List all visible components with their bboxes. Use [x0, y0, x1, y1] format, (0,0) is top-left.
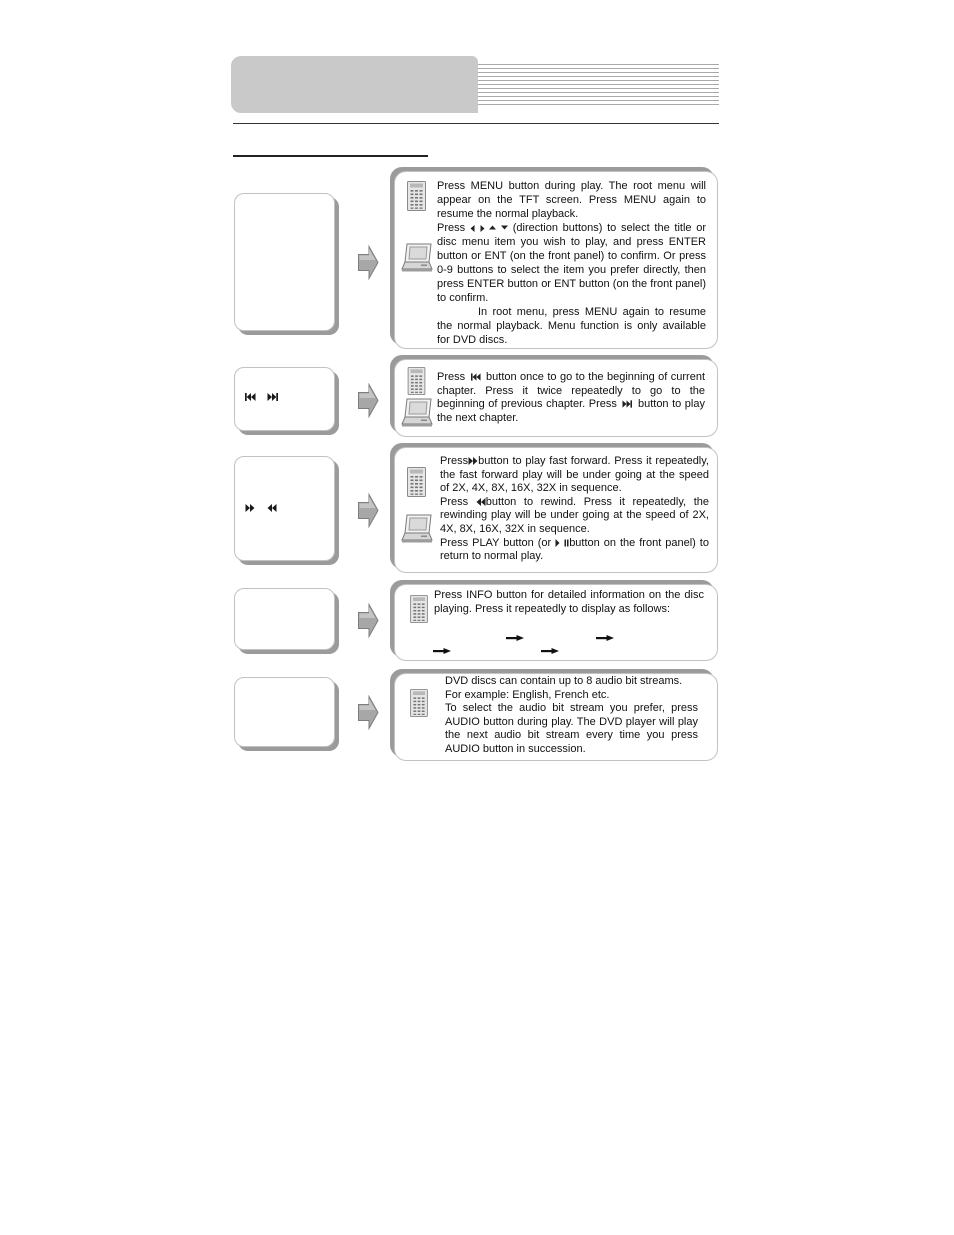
- right-arrow-icon: [506, 635, 524, 641]
- dvd-player-icon: [401, 514, 433, 544]
- paragraph: DVD discs can contain up to 8 audio bit streams.: [445, 675, 683, 687]
- chapter-skip-label-box: [234, 367, 335, 431]
- paragraph: [440, 496, 709, 537]
- paragraph: [440, 455, 709, 496]
- next-chapter-icon: [622, 400, 632, 408]
- block-arrow-icon: [357, 493, 379, 528]
- text-segment: Press PLAY button (or: [440, 536, 552, 549]
- rewind-icon: [476, 498, 486, 506]
- previous-chapter-icon: [471, 373, 481, 381]
- remote-control-icon: [407, 367, 426, 395]
- right-arrow-icon: [433, 648, 451, 654]
- paragraph: [437, 371, 705, 425]
- block-arrow-icon: [357, 245, 379, 280]
- info-description-text: [434, 589, 704, 616]
- remote-control-icon: [407, 181, 426, 211]
- paragraph: For example: English, French etc.: [445, 688, 610, 701]
- scan-description-text: [440, 455, 709, 564]
- block-arrow-icon: [357, 383, 379, 418]
- menu-description-text: [437, 179, 706, 347]
- right-arrow-icon: [541, 648, 559, 654]
- menu-label-box: [234, 193, 335, 331]
- scan-label-box: [234, 456, 335, 561]
- chapter-header-block: [231, 56, 478, 113]
- audio-description-box: [394, 673, 718, 761]
- play-icon: [555, 539, 560, 547]
- remote-control-icon: [410, 689, 428, 717]
- text-segment: button to rewind. Press it repeatedly, the rewinding play will be under going at the speed of 2X, 4X, 8X, 16X, 32X in sequence.: [440, 495, 709, 535]
- fast-forward-icon: [468, 457, 478, 465]
- paragraph: Press INFO button for detailed information on the disc playing. Press it repeatedly to display as follows:: [434, 589, 704, 615]
- up-arrow-icon: [489, 225, 496, 230]
- text-segment: button once to go to the beginning of current chapter. Press it twice repeatedly to go to the beginning of previous chapter. Press: [437, 371, 705, 411]
- right-arrow-icon: [480, 225, 485, 232]
- audio-label-box: [234, 677, 335, 747]
- remote-control-icon: [410, 595, 428, 623]
- block-arrow-icon: [357, 603, 379, 638]
- text-segment: Press: [437, 371, 466, 383]
- left-arrow-icon: [470, 225, 475, 232]
- right-arrow-icon: [596, 635, 614, 641]
- text-segment: Press: [440, 455, 469, 467]
- paragraph: [440, 537, 709, 564]
- text-segment: button on the front panel) to return to normal play.: [440, 536, 709, 563]
- chapter-skip-description-box: [394, 359, 718, 437]
- info-label-box: [234, 588, 335, 650]
- header-decoration-lines: [478, 64, 719, 106]
- remote-control-icon: [407, 467, 426, 497]
- down-arrow-icon: [501, 225, 508, 230]
- chapter-skip-description-text: [437, 371, 705, 425]
- text-segment: button to play fast forward. Press it repeatedly, the fast forward play will be under going at the speed of 2X, 4X, 8X, 16X, 32X in sequence.: [440, 455, 709, 495]
- rewind-icon: [267, 504, 277, 512]
- dvd-player-icon: [401, 398, 433, 428]
- text-segment: (direction buttons) to select the title or disc menu item you wish to play, and press ENTER button or ENT (on the front panel) to confirm. Or press 0-9 buttons to select the item you prefer directly, then press ENTER button or ENT button (on the front panel) to confirm.: [437, 222, 707, 304]
- section-heading-underline: [233, 155, 428, 157]
- audio-description-text: [445, 675, 698, 757]
- paragraph: Press MENU button during play. The root menu will appear on the TFT screen. Press MENU again to resume the normal playback.: [437, 180, 706, 220]
- paragraph: In root menu, press MENU again to resume the normal playback. Menu function is only available for DVD discs.: [437, 306, 706, 346]
- text-segment: Press: [437, 222, 466, 234]
- scan-description-box: [394, 447, 718, 573]
- dvd-player-icon: [401, 243, 433, 273]
- paragraph: [437, 221, 706, 305]
- header-rule: [233, 123, 719, 124]
- text-segment: Press: [440, 495, 469, 508]
- previous-chapter-icon: [245, 393, 256, 401]
- info-description-box: [394, 584, 718, 661]
- menu-description-box: [394, 171, 718, 349]
- fast-forward-icon: [245, 504, 255, 512]
- next-chapter-icon: [267, 393, 278, 401]
- paragraph: To select the audio bit stream you prefer, press AUDIO button during play. The DVD player will play the next audio bit stream every time you press AUDIO button in succession.: [445, 702, 698, 755]
- block-arrow-icon: [357, 695, 379, 730]
- text-segment: button to play the next chapter.: [437, 398, 705, 424]
